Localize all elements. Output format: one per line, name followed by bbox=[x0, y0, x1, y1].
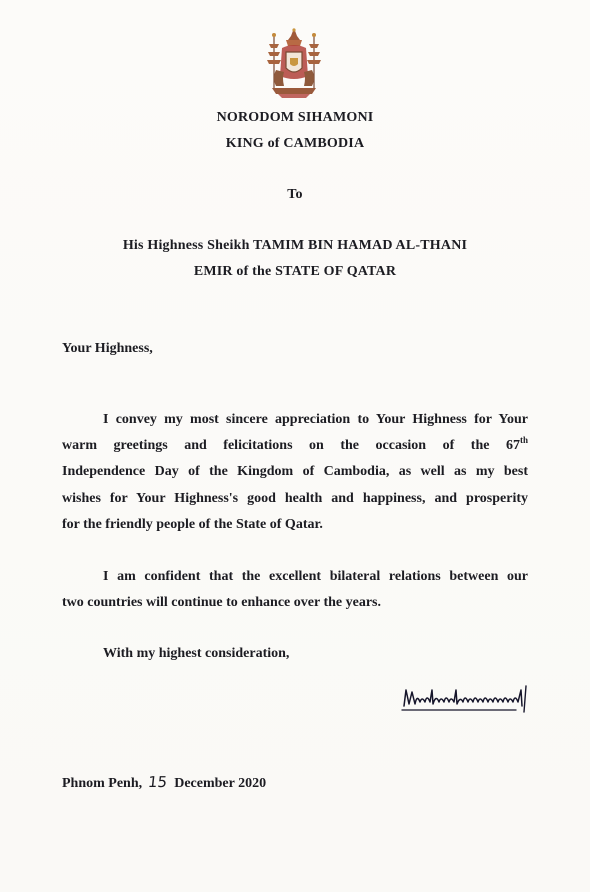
closing-line: With my highest consideration, bbox=[103, 646, 290, 661]
paragraph2-line2: two countries will continue to enhance over the years. bbox=[62, 595, 381, 611]
paragraph-relations bbox=[62, 564, 528, 616]
dateline-day: 15 bbox=[146, 773, 168, 791]
recipient-title: EMIR of the STATE OF QATAR bbox=[193, 264, 397, 279]
salutation: Your Highness, bbox=[62, 341, 153, 356]
paragraph1-line2 bbox=[62, 433, 528, 459]
royal-emblem-icon bbox=[258, 26, 330, 102]
paragraph1-line3: Independence Day of the Kingdom of Cambodia, as well as my best bbox=[62, 464, 528, 480]
sender-title: KING of CAMBODIA bbox=[225, 136, 365, 151]
recipient-name bbox=[0, 238, 590, 254]
paragraph1-line2-text: warm greetings and felicitations on the occasion of the 67 bbox=[62, 438, 520, 454]
ordinal-suffix: th bbox=[519, 435, 528, 446]
dateline-month-year: December 2020 bbox=[174, 776, 267, 791]
paragraph2-line1: I am confident that the excellent bilateral relations between our bbox=[103, 569, 528, 584]
recipient-name-main: TAMIM BIN HAMAD AL-THANI bbox=[253, 238, 468, 253]
paragraph-appreciation bbox=[62, 407, 528, 538]
sender-name: NORODOM SIHAMONI bbox=[216, 110, 374, 125]
dateline bbox=[62, 769, 266, 797]
recipient-name-prefix: His Highness Sheikh bbox=[122, 238, 254, 253]
paragraph1-line4: wishes for Your Highness's good health and happiness, and prosperity bbox=[62, 490, 528, 506]
dateline-place: Phnom Penh, bbox=[62, 776, 143, 791]
handwritten-signature bbox=[400, 684, 540, 716]
to-label: To bbox=[287, 187, 303, 202]
paragraph1-line5: for the friendly people of the State of Qatar. bbox=[62, 516, 323, 532]
paragraph1-line1: I convey my most sincere appreciation to Your Highness for Your bbox=[103, 412, 528, 427]
